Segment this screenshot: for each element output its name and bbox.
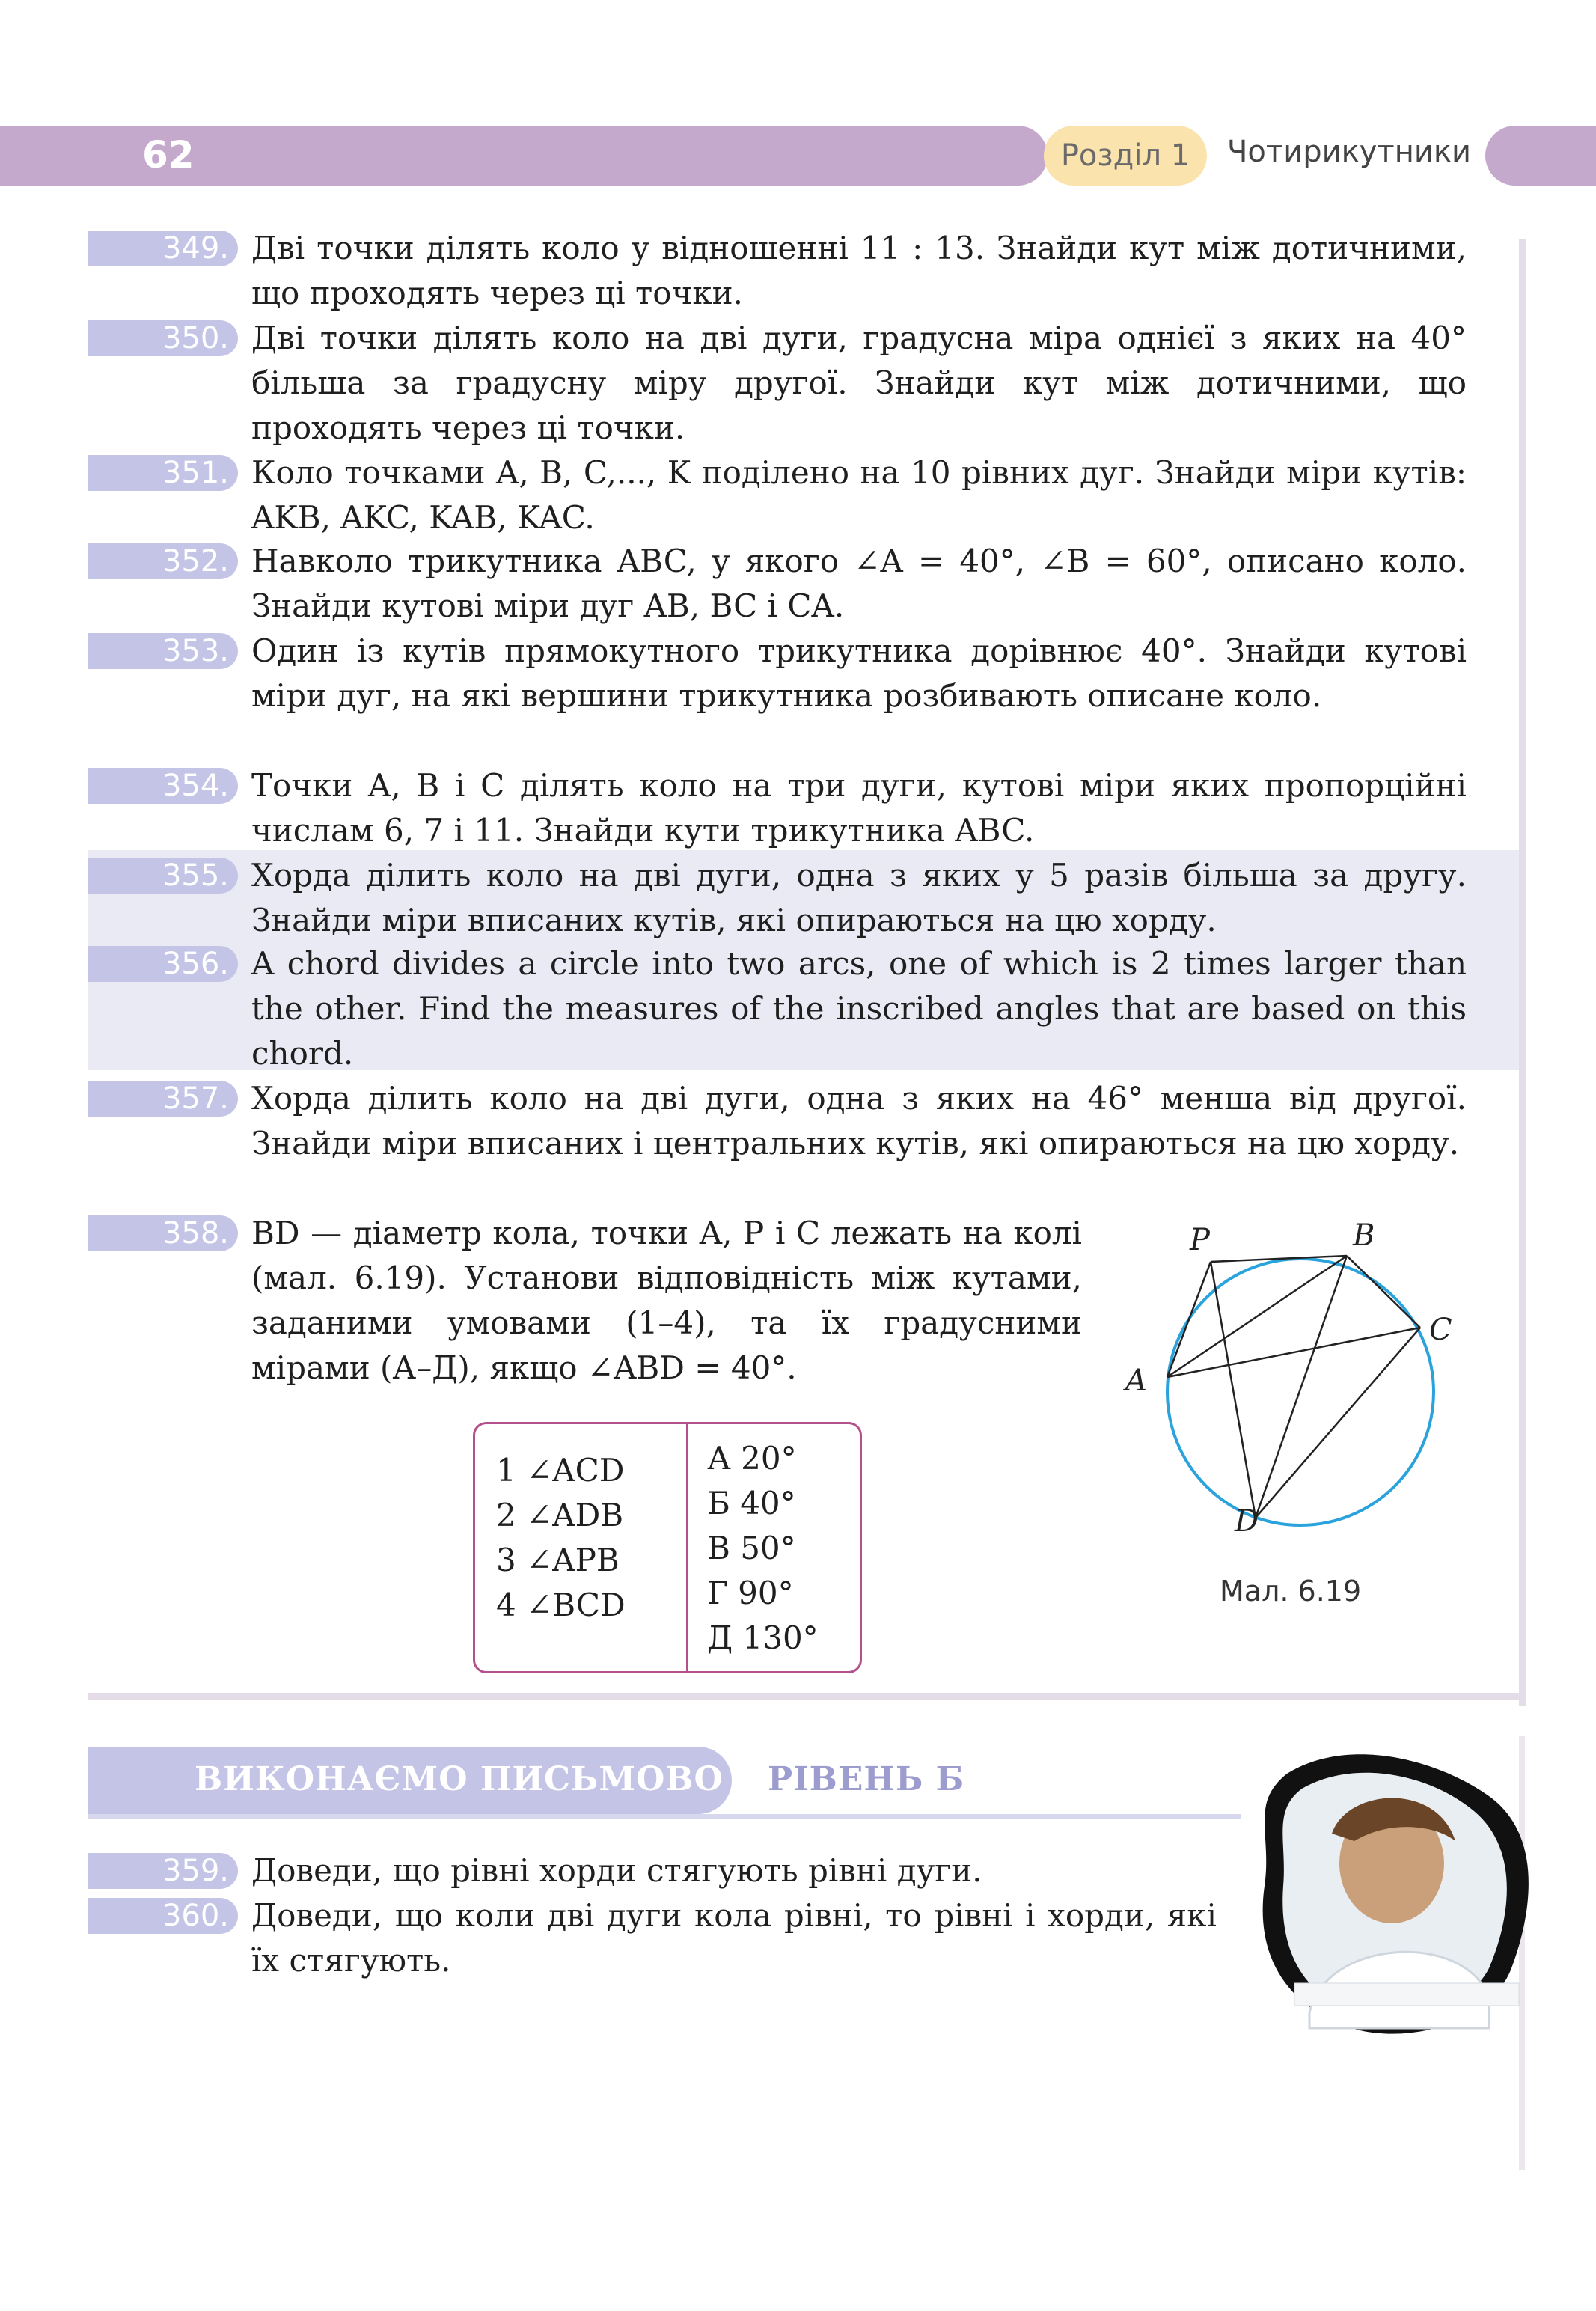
task-number: 349. [88, 231, 238, 266]
figure-caption: Мал. 6.19 [1220, 1575, 1362, 1608]
task-text: A chord divides a circle into two arcs, one of which is 2 times larger than the other. Find the measures of the inscribed angles that are based on this chord. [251, 945, 1467, 1072]
task-number: 354. [88, 768, 238, 804]
task-number: 355. [88, 858, 238, 894]
task-text: Хорда ділить коло на дві дуги, одна з яких у 5 разів більша за другу. Знайди міри вписаних кутів, які опираються на цю хорду. [251, 857, 1467, 938]
section-heading-underline [88, 1814, 1241, 1819]
frame-bottom-line [88, 1693, 1526, 1700]
match-option: Г 90° [707, 1575, 794, 1611]
task-number: 357. [88, 1081, 238, 1117]
section-heading: ВИКОНАЄМО ПИСЬМОВО [195, 1760, 724, 1798]
level-label: РІВЕНЬ Б [768, 1760, 965, 1798]
point-label-P: P [1190, 1223, 1210, 1257]
task-text: Навколо трикутника ABC, у якого ∠A = 40°, ∠B = 60°, описано коло. Знайди кутові міри дуг AB, BC і CA. [251, 543, 1467, 624]
segment-BD [1256, 1256, 1347, 1518]
task-text: Доведи, що коли дві дуги кола рівні, то рівні і хорди, які їх стягують. [251, 1897, 1217, 1979]
task-number: 360. [88, 1898, 238, 1934]
task-number: 358. [88, 1215, 238, 1251]
task-number: 352. [88, 543, 238, 579]
match-table-left [496, 1448, 626, 1628]
segment-AP [1167, 1262, 1211, 1377]
section-title: Чотирикутники [1227, 135, 1472, 169]
section-label: Розділ 1 [1044, 126, 1207, 186]
task-text: Доведи, що рівні хорди стягують рівні дуги. [251, 1852, 982, 1889]
segment-CD [1256, 1328, 1420, 1518]
task-number: 359. [88, 1853, 238, 1889]
match-option: Д 130° [707, 1619, 819, 1656]
header-bar-tail [1485, 126, 1596, 186]
task-number: 350. [88, 320, 238, 356]
task-number: 356. [88, 946, 238, 982]
task-text: Хорда ділить коло на дві дуги, одна з яких на 46° менша від другої. Знайди міри вписаних і центральних кутів, які опираються на цю хорду. [251, 1080, 1467, 1161]
match-table [473, 1422, 862, 1673]
page-number: 62 [142, 133, 195, 177]
task-number: 353. [88, 633, 238, 669]
task-number: 351. [88, 455, 238, 491]
match-option: В 50° [707, 1530, 796, 1566]
task-text: Дві точки ділять коло на дві дуги, градусна міра однієї з яких на 40° більша за градусну міру другої. Знайди кут між дотичними, що проходять через ці точки. [251, 320, 1467, 446]
point-label-A: A [1125, 1364, 1147, 1398]
paper [1294, 1983, 1519, 2006]
segment-PD [1211, 1262, 1256, 1518]
match-item: 2 ∠ADB [496, 1497, 624, 1533]
point-label-D: D [1235, 1504, 1259, 1539]
match-table-right [707, 1436, 819, 1661]
match-option: А 20° [707, 1440, 797, 1477]
figure-lines [1167, 1256, 1420, 1518]
circle-figure [1100, 1211, 1474, 1540]
match-option: Б 40° [707, 1485, 796, 1521]
point-label-C: C [1429, 1313, 1452, 1347]
task-text: BD — діаметр кола, точки A, P і C лежать на колі (мал. 6.19). Установи відповідність між кутами, заданими умовами (1–4), та їх градусними мірами (А–Д), якщо ∠ABD = 40°. [251, 1215, 1082, 1386]
point-label-B: B [1353, 1218, 1375, 1253]
match-item: 4 ∠BCD [496, 1587, 626, 1623]
task-text: Один із кутів прямокутного трикутника дорівнює 40°. Знайди кутові міри дуг, на які вершини трикутника розбивають описане коло. [251, 632, 1467, 714]
task-text: Коло точками A, B, C,..., K поділено на 10 рівних дуг. Знайди міри кутів: AKB, AKC, KAB, KAC. [251, 454, 1467, 536]
match-item: 1 ∠ACD [496, 1452, 625, 1489]
segment-BC [1347, 1256, 1420, 1328]
match-item: 3 ∠APB [496, 1542, 620, 1578]
table-divider [686, 1424, 688, 1671]
circle [1167, 1259, 1434, 1525]
task-text: Точки A, B і C ділять коло на три дуги, кутові міри яких пропорційні числам 6, 7 і 11. Знайди кути трикутника ABC. [251, 767, 1467, 849]
student-photo [1242, 1744, 1541, 2043]
task-text: Дві точки ділять коло у відношенні 11 : 13. Знайди кут між дотичними, що проходять через ці точки. [251, 230, 1467, 311]
frame-right-line [1519, 239, 1526, 1706]
